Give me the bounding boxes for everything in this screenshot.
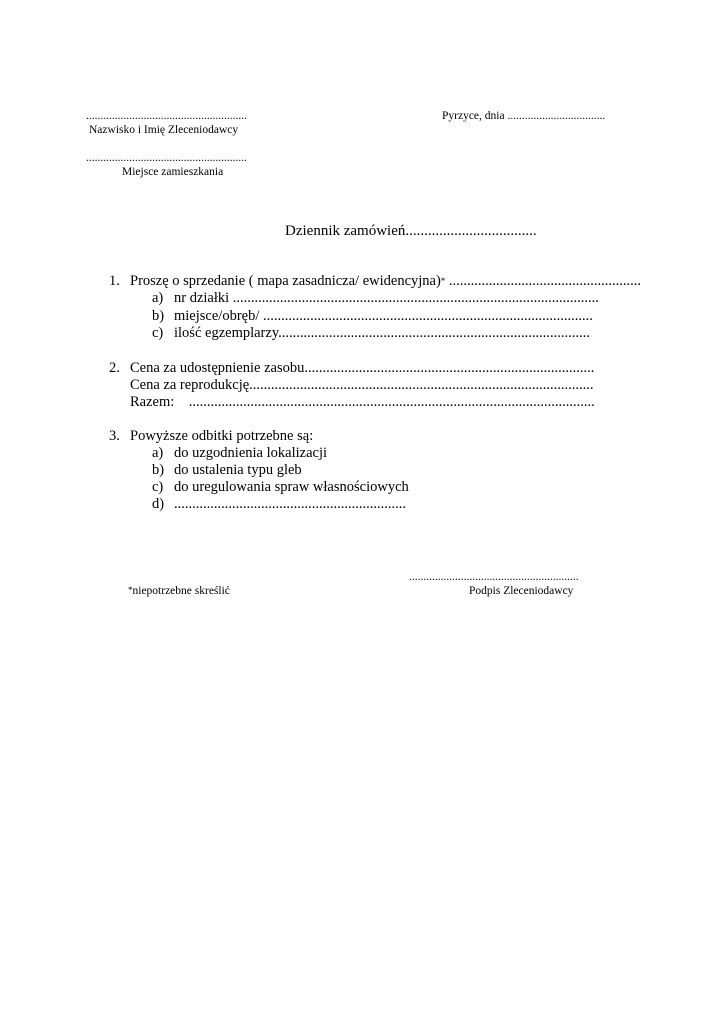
name-label: Nazwisko i Imię Zleceniodawcy [89,124,239,136]
section-1-item-a-letter: a) [152,290,164,306]
section-3-item-b-letter: b) [152,462,165,478]
section-1-item-b[interactable]: miejsce/obręb/ ........................................................................................... [174,308,593,324]
address-dotted-line[interactable]: ........................................................ [86,152,247,164]
footnote-text: niepotrzebne skreślić [132,585,230,597]
section-3-item-d-letter: d) [152,496,165,512]
section-3-item-d[interactable]: ................................................................ [174,496,406,512]
price-reproduction-line[interactable]: Cena za reprodukcję............................................................................................... [130,377,594,393]
section-1-item-a[interactable]: nr działki ..................................................................................................... [174,290,599,306]
section-3-item-a[interactable]: do uzgodnienia lokalizacji [174,445,328,461]
price-access-line[interactable]: Cena za udostępnienie zasobu................................................................................ [130,360,595,376]
asterisk-icon: * [440,276,446,286]
footnote [128,585,230,597]
section-3-item-c-letter: c) [152,479,164,495]
section-1-dots: ..................................................... [445,273,642,289]
section-3-number: 3. [109,428,120,444]
section-1-line[interactable] [130,273,641,290]
name-dotted-line[interactable]: ........................................................ [86,110,247,122]
page-title: Dziennik zamówień................................... [285,223,537,239]
total-line[interactable]: Razem: ................................................................................................................ [130,394,595,410]
place-date-line[interactable]: Pyrzyce, dnia .................................. [442,110,606,122]
signature-dotted-line[interactable]: ........................................................... [409,571,579,583]
section-3-text: Powyższe odbitki potrzebne są: [130,428,314,444]
section-1-item-c[interactable]: ilość egzemplarzy...................................................................................... [174,325,590,341]
section-2-number: 2. [109,360,120,376]
address-label: Miejsce zamieszkania [122,166,224,178]
section-3-item-c[interactable]: do uregulowania spraw własnościowych [174,479,409,495]
section-3-item-a-letter: a) [152,445,164,461]
signature-label: Podpis Zleceniodawcy [469,585,574,597]
section-3-item-b[interactable]: do ustalenia typu gleb [174,462,302,478]
section-1-item-b-letter: b) [152,308,165,324]
section-1-number: 1. [109,273,120,289]
section-1-text: Proszę o sprzedanie ( mapa zasadnicza/ ewidencyjna) [130,273,441,289]
asterisk-icon: * [128,585,133,595]
section-1-item-c-letter: c) [152,325,164,341]
